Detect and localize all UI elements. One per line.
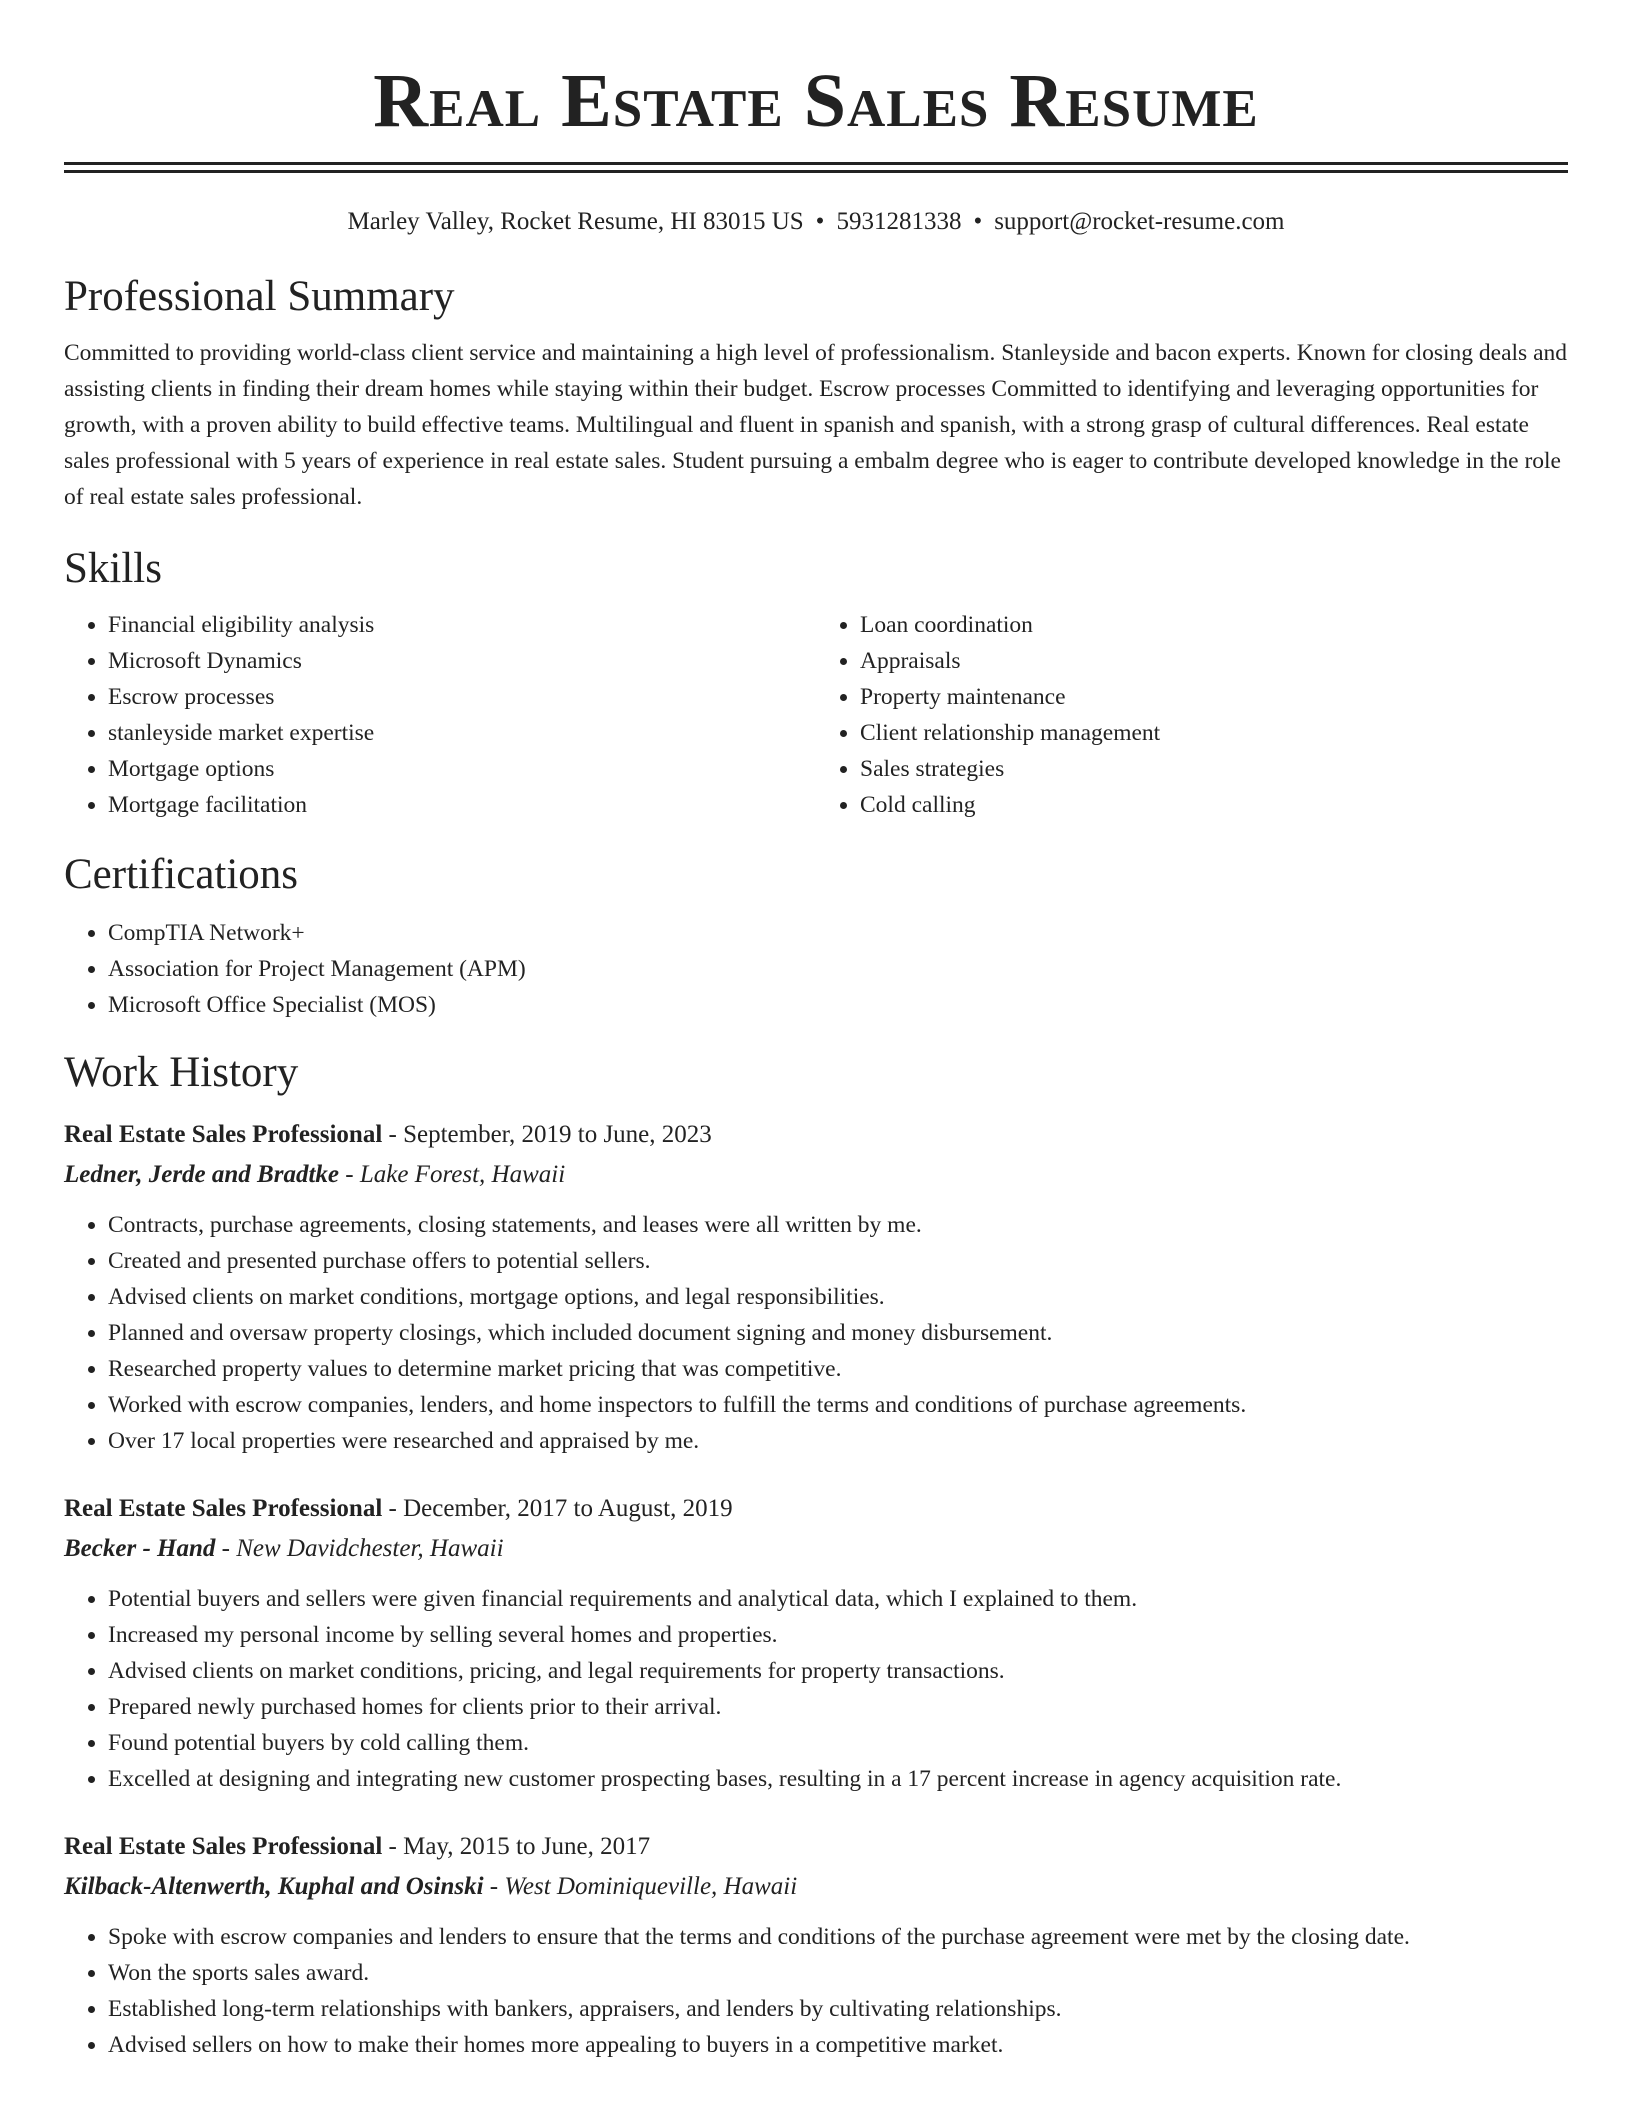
summary-heading: Professional Summary — [64, 273, 455, 320]
job-dates: - September, 2019 to June, 2023 — [388, 1121, 712, 1148]
job-bullet: • Increased my personal income by selling several homes and properties. — [108, 1617, 1568, 1653]
skill-item: • Sales strategies — [860, 751, 1568, 787]
skills-list-right — [816, 607, 1568, 823]
job-bullets — [64, 1207, 1568, 1459]
job-bullet: • Advised clients on market conditions, pricing, and legal requirements for property transactions. — [108, 1653, 1568, 1689]
job-title-line — [64, 1827, 1568, 1867]
job-bullet: • Planned and oversaw property closings, which included document signing and money disbursement. — [108, 1315, 1568, 1351]
job-entry — [64, 1115, 1568, 1459]
certification-item: • Association for Project Management (APM) — [108, 951, 1568, 987]
skill-item: • Microsoft Dynamics — [108, 643, 816, 679]
job-bullet: • Advised sellers on how to make their homes more appealing to buyers in a competitive market. — [108, 2027, 1568, 2063]
work-history-heading: Work History — [64, 1049, 299, 1096]
skills-list-left — [64, 607, 816, 823]
contact-address: Marley Valley, Rocket Resume, HI 83015 US — [347, 208, 804, 235]
skill-item: • Property maintenance — [860, 679, 1568, 715]
job-location: - Lake Forest, Hawaii — [345, 1161, 566, 1188]
skill-item: • Appraisals — [860, 643, 1568, 679]
skill-item: • Financial eligibility analysis — [108, 607, 816, 643]
certification-item: • CompTIA Network+ — [108, 915, 1568, 951]
skill-item: • Mortgage options — [108, 751, 816, 787]
contact-separator: • — [973, 208, 983, 235]
job-bullet: • Researched property values to determine market pricing that was competitive. — [108, 1351, 1568, 1387]
job-company-line — [64, 1529, 1568, 1569]
job-bullet: • Created and presented purchase offers to potential sellers. — [108, 1243, 1568, 1279]
job-bullet: • Potential buyers and sellers were given financial requirements and analytical data, which I explained to them. — [108, 1581, 1568, 1617]
contact-separator: • — [815, 208, 825, 235]
job-location: - New Davidchester, Hawaii — [221, 1535, 504, 1562]
contact-email[interactable]: support@rocket-resume.com — [994, 208, 1285, 235]
job-company: Kilback-Altenwerth, Kuphal and Osinski — [64, 1873, 484, 1900]
job-bullet: • Found potential buyers by cold calling them. — [108, 1725, 1568, 1761]
skills-columns — [64, 607, 1568, 823]
job-company-line — [64, 1155, 1568, 1195]
skill-item: • Cold calling — [860, 787, 1568, 823]
job-entry — [64, 1489, 1568, 1797]
contact-line — [64, 205, 1568, 239]
certification-item: • Microsoft Office Specialist (MOS) — [108, 987, 1568, 1023]
summary-text: Committed to providing world-class client service and maintaining a high level of professionalism. Stanleyside and bacon experts. Known for closing deals and assisting clients in finding their dream homes while staying within their budget. Escrow processes Committed to identifying and leveraging opportunities for growth, with a proven ability to build effective teams. Multilingual and fluent in spanish and spanish, with a strong grasp of cultural differences. Real estate sales professional with 5 years of experience in real estate sales. Student pursuing a embalm degree who is eager to contribute developed knowledge in the role of real estate sales professional. — [64, 340, 1568, 510]
job-bullet: • Contracts, purchase agreements, closing statements, and leases were all written by me. — [108, 1207, 1568, 1243]
certifications-list — [64, 915, 1568, 1023]
resume-title: Real Estate Sales Resume — [373, 59, 1259, 143]
skill-item: • Client relationship management — [860, 715, 1568, 751]
job-company: Ledner, Jerde and Bradtke — [64, 1161, 339, 1188]
job-title: Real Estate Sales Professional — [64, 1495, 383, 1522]
skill-item: • stanleyside market expertise — [108, 715, 816, 751]
job-company: Becker - Hand — [64, 1535, 216, 1562]
title-divider — [64, 162, 1568, 173]
job-bullets — [64, 1581, 1568, 1797]
resume-page — [64, 0, 1568, 2063]
job-company-line — [64, 1867, 1568, 1907]
job-title-line — [64, 1489, 1568, 1529]
job-title: Real Estate Sales Professional — [64, 1121, 383, 1148]
skills-heading: Skills — [64, 545, 162, 592]
job-bullet: • Spoke with escrow companies and lenders to ensure that the terms and conditions of the purchase agreement were met by the closing date. — [108, 1919, 1568, 1955]
job-bullet: • Excelled at designing and integrating new customer prospecting bases, resulting in a 17 percent increase in agency acquisition rate. — [108, 1761, 1568, 1797]
job-bullet: • Won the sports sales award. — [108, 1955, 1568, 1991]
skill-item: • Mortgage facilitation — [108, 787, 816, 823]
job-bullet: • Worked with escrow companies, lenders, and home inspectors to fulfill the terms and conditions of purchase agreements. — [108, 1387, 1568, 1423]
skill-item: • Escrow processes — [108, 679, 816, 715]
skill-item: • Loan coordination — [860, 607, 1568, 643]
job-bullet: • Established long-term relationships with bankers, appraisers, and lenders by cultivating relationships. — [108, 1991, 1568, 2027]
job-location: - West Dominiqueville, Hawaii — [489, 1873, 798, 1900]
job-bullets — [64, 1919, 1568, 2063]
contact-phone: 5931281338 — [836, 208, 962, 235]
certifications-heading: Certifications — [64, 851, 299, 898]
job-dates: - May, 2015 to June, 2017 — [388, 1833, 651, 1860]
job-title-line — [64, 1115, 1568, 1155]
job-bullet: • Prepared newly purchased homes for clients prior to their arrival. — [108, 1689, 1568, 1725]
job-title: Real Estate Sales Professional — [64, 1833, 383, 1860]
job-bullet: • Advised clients on market conditions, mortgage options, and legal responsibilities. — [108, 1279, 1568, 1315]
job-bullet: • Over 17 local properties were researched and appraised by me. — [108, 1423, 1568, 1459]
job-dates: - December, 2017 to August, 2019 — [388, 1495, 733, 1522]
job-entry — [64, 1827, 1568, 2063]
